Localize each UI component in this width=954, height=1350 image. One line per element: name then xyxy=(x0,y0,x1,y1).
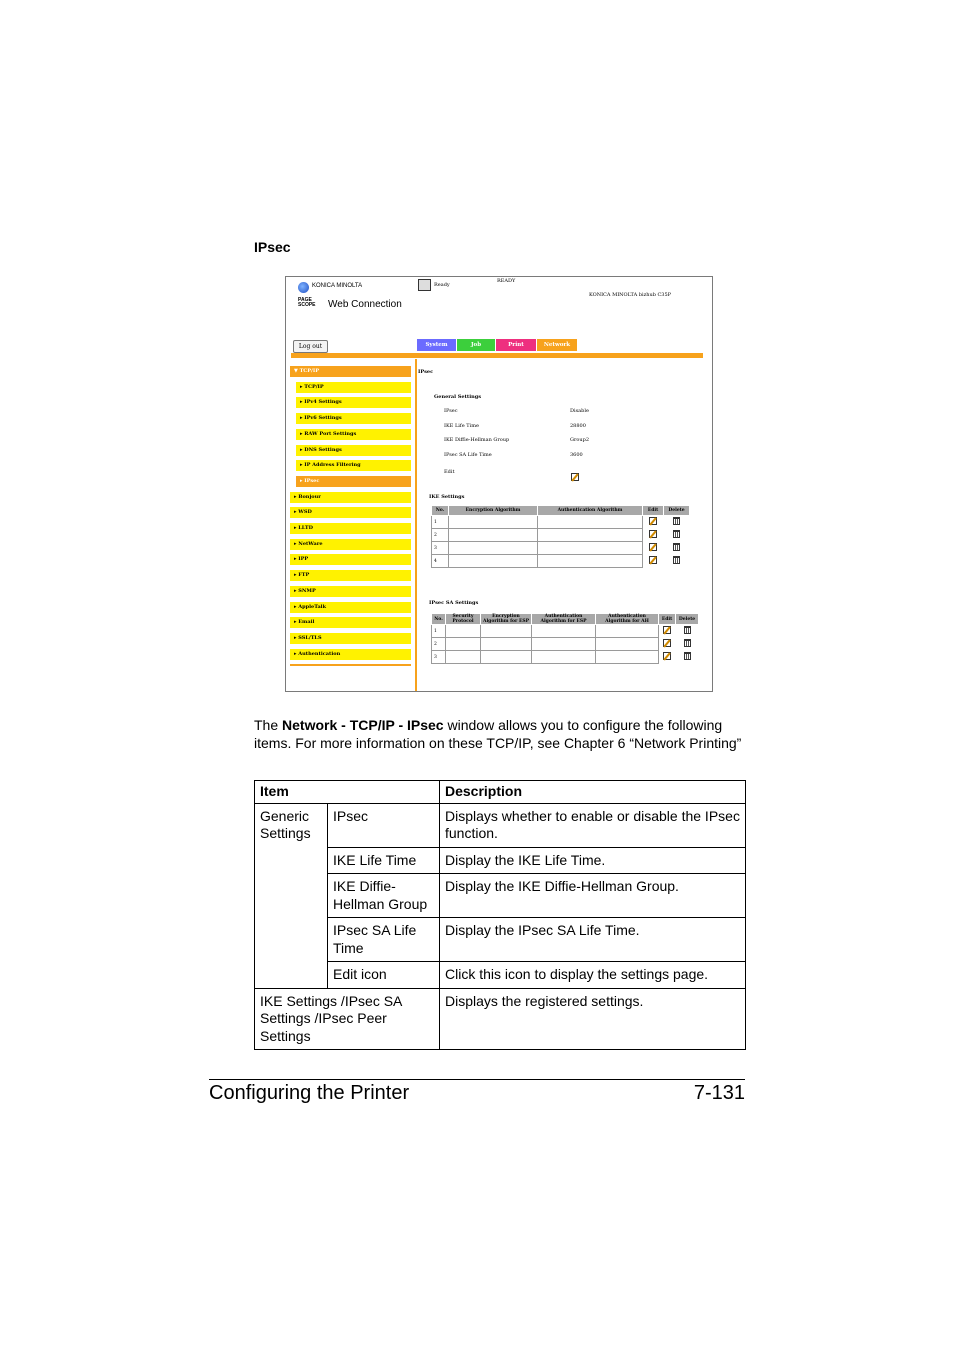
sidebar-item[interactable]: ▸ TCP/IP xyxy=(296,382,411,393)
device-model: KONICA MINOLTA bizhub C35P xyxy=(589,292,672,298)
ike-cell xyxy=(449,516,538,529)
ipsec-sa-settings-title: IPsec SA Settings xyxy=(429,600,479,606)
desc-cell: Displays the registered settings. xyxy=(440,988,746,1050)
tab-system[interactable]: System xyxy=(417,339,456,351)
web-connection-screenshot xyxy=(285,276,713,692)
edit-icon[interactable] xyxy=(643,529,664,542)
sidebar-item[interactable]: ▸ AppleTalk xyxy=(290,602,411,613)
table-row xyxy=(255,803,746,847)
sidebar-item[interactable]: ▸ FTP xyxy=(290,570,411,581)
ike-cell xyxy=(538,529,643,542)
intro-after: window allows you to configure the following items. For more information on these TCP/IP, see Chapter 6 “Network Printing” xyxy=(254,717,742,751)
delete-icon[interactable] xyxy=(664,529,690,542)
delete-icon[interactable] xyxy=(664,542,690,555)
sa-header: Edit xyxy=(659,614,676,625)
content-pane xyxy=(417,359,712,691)
gs-value-dh-group: Group2 xyxy=(570,437,589,443)
footer-page-number: 7-131 xyxy=(693,1082,745,1104)
gs-label-ike-life-time: IKE Life Time xyxy=(444,423,479,429)
ike-header: Authentication Algorithm xyxy=(538,506,643,516)
desc-cell: Display the IKE Diffie-Hellman Group. xyxy=(440,874,746,918)
gs-label-dh-group: IKE Diffie-Hellman Group xyxy=(444,437,510,443)
edit-icon[interactable] xyxy=(643,555,664,568)
sa-header: Authentication Algorithm for ESP xyxy=(532,614,596,625)
sidebar-item[interactable]: ▼ TCP/IP xyxy=(290,366,411,377)
sidebar-item[interactable]: ▸ RAW Port Settings xyxy=(296,429,411,440)
section-heading: IPsec xyxy=(254,239,291,255)
item-cell: IPsec SA Life Time xyxy=(328,918,440,962)
ike-header: Delete xyxy=(664,506,690,516)
sidebar-item[interactable]: ▸ IPsec xyxy=(296,476,411,487)
ike-header: Encryption Algorithm xyxy=(449,506,538,516)
header-description: Description xyxy=(440,781,746,804)
table-row xyxy=(255,918,746,962)
gs-value-sa-life-time: 3600 xyxy=(570,452,583,458)
sa-cell xyxy=(446,651,481,664)
table-row xyxy=(432,651,699,664)
table-row xyxy=(432,638,699,651)
edit-icon[interactable] xyxy=(659,625,676,638)
device-status: READY xyxy=(497,278,516,284)
sa-row-number: 2 xyxy=(432,638,446,651)
desc-cell: Display the IPsec SA Life Time. xyxy=(440,918,746,962)
table-row xyxy=(255,962,746,989)
delete-icon[interactable] xyxy=(664,555,690,568)
table-row xyxy=(432,555,690,568)
delete-icon[interactable] xyxy=(664,516,690,529)
sidebar-item[interactable]: ▸ NetWare xyxy=(290,539,411,550)
sidebar-item[interactable]: ▸ IPP xyxy=(290,554,411,565)
sa-header: Security Protocol xyxy=(446,614,481,625)
item-cell: Edit icon xyxy=(328,962,440,989)
desc-cell: Displays whether to enable or disable the IPsec function. xyxy=(440,803,746,847)
sa-row-number: 1 xyxy=(432,625,446,638)
gs-label-edit: Edit xyxy=(444,469,455,475)
page-title: IPsec xyxy=(418,369,434,375)
table-row xyxy=(432,529,690,542)
sidebar-item[interactable]: ▸ IPv6 Settings xyxy=(296,413,411,424)
sidebar-bottom-rule xyxy=(290,664,411,666)
intro-paragraph xyxy=(254,717,746,752)
gs-label-sa-life-time: IPsec SA Life Time xyxy=(444,452,492,458)
item-cell: IKE Life Time xyxy=(328,847,440,874)
table-row xyxy=(255,874,746,918)
ike-row-number: 3 xyxy=(432,542,449,555)
sidebar-item[interactable]: ▸ Bonjour xyxy=(290,492,411,503)
edit-icon[interactable] xyxy=(643,516,664,529)
ipsec-sa-settings-table xyxy=(431,613,699,664)
konica-minolta-logo-icon xyxy=(298,282,309,293)
table-row xyxy=(255,847,746,874)
general-edit-icon[interactable] xyxy=(571,466,579,485)
item-cell: IKE Settings /IPsec SA Settings /IPsec Peer Settings xyxy=(255,988,440,1050)
product-name: Web Connection xyxy=(328,299,402,310)
sa-header: Delete xyxy=(676,614,699,625)
intro-before: The xyxy=(254,717,283,733)
ike-row-number: 4 xyxy=(432,555,449,568)
sa-cell xyxy=(481,625,532,638)
sa-cell xyxy=(532,625,596,638)
edit-icon[interactable] xyxy=(659,638,676,651)
delete-icon[interactable] xyxy=(676,651,699,664)
product-prefix: PAGE SCOPE xyxy=(298,297,316,308)
logout-button[interactable]: Log out xyxy=(293,340,328,353)
footer-rule xyxy=(209,1079,745,1080)
delete-icon[interactable] xyxy=(676,638,699,651)
printer-status-icon xyxy=(418,279,431,291)
edit-icon[interactable] xyxy=(659,651,676,664)
ike-row-number: 1 xyxy=(432,516,449,529)
footer-chapter-title: Configuring the Printer xyxy=(209,1082,410,1104)
ike-cell xyxy=(449,529,538,542)
table-row xyxy=(432,542,690,555)
ike-cell xyxy=(538,516,643,529)
ike-settings-table xyxy=(431,505,690,568)
sidebar-item[interactable]: ▸ SNMP xyxy=(290,586,411,597)
ike-row-number: 2 xyxy=(432,529,449,542)
tab-job[interactable]: Job xyxy=(457,339,495,351)
sa-header: No. xyxy=(432,614,446,625)
tab-network[interactable]: Network xyxy=(537,339,577,351)
gs-label-ipsec: IPsec xyxy=(444,408,458,414)
ike-cell xyxy=(449,542,538,555)
sidebar-item[interactable]: ▸ SSL/TLS xyxy=(290,633,411,644)
ike-cell xyxy=(538,542,643,555)
settings-description-table xyxy=(254,780,746,1050)
sa-cell xyxy=(596,651,659,664)
sa-cell xyxy=(596,638,659,651)
gs-value-ike-life-time: 28800 xyxy=(570,423,586,429)
sidebar-item[interactable]: ▸ LLTD xyxy=(290,523,411,534)
sidebar-item[interactable]: ▸ DNS Settings xyxy=(296,445,411,456)
ike-cell xyxy=(449,555,538,568)
header-divider xyxy=(291,353,703,358)
delete-icon[interactable] xyxy=(676,625,699,638)
sa-cell xyxy=(532,651,596,664)
desc-cell: Display the IKE Life Time. xyxy=(440,847,746,874)
desc-cell: Click this icon to display the settings page. xyxy=(440,962,746,989)
sa-cell xyxy=(481,651,532,664)
sa-header: Authentication Algorithm for AH xyxy=(596,614,659,625)
ike-header: No. xyxy=(432,506,449,516)
sa-cell xyxy=(446,638,481,651)
item-cell: IKE Diffie-Hellman Group xyxy=(328,874,440,918)
header-item: Item xyxy=(255,781,440,804)
sa-row-number: 3 xyxy=(432,651,446,664)
ike-settings-title: IKE Settings xyxy=(429,494,465,500)
item-cell: IPsec xyxy=(328,803,440,847)
sa-cell xyxy=(481,638,532,651)
table-row xyxy=(432,516,690,529)
group-cell: Generic Settings xyxy=(255,803,328,988)
gs-value-ipsec: Disable xyxy=(570,408,589,414)
sidebar-item[interactable]: ▸ Authentication xyxy=(290,649,411,660)
sidebar-item[interactable]: ▸ Email xyxy=(290,617,411,628)
status-icon-label: Ready xyxy=(434,282,450,288)
ike-cell xyxy=(538,555,643,568)
brand-name: KONICA MINOLTA xyxy=(312,283,363,289)
intro-menu-path: Network - TCP/IP - IPsec xyxy=(282,717,444,733)
sa-cell xyxy=(446,625,481,638)
tab-print[interactable]: Print xyxy=(496,339,536,351)
edit-icon[interactable] xyxy=(643,542,664,555)
ike-header: Edit xyxy=(643,506,664,516)
sa-cell xyxy=(532,638,596,651)
sa-header: Encryption Algorithm for ESP xyxy=(481,614,532,625)
table-row xyxy=(255,988,746,1050)
sa-cell xyxy=(596,625,659,638)
sidebar-item[interactable]: ▸ IP Address Filtering xyxy=(296,460,411,471)
sidebar-item[interactable]: ▸ WSD xyxy=(290,507,411,518)
table-row xyxy=(432,625,699,638)
general-settings-title: General Settings xyxy=(434,394,482,400)
sidebar-item[interactable]: ▸ IPv4 Settings xyxy=(296,397,411,408)
